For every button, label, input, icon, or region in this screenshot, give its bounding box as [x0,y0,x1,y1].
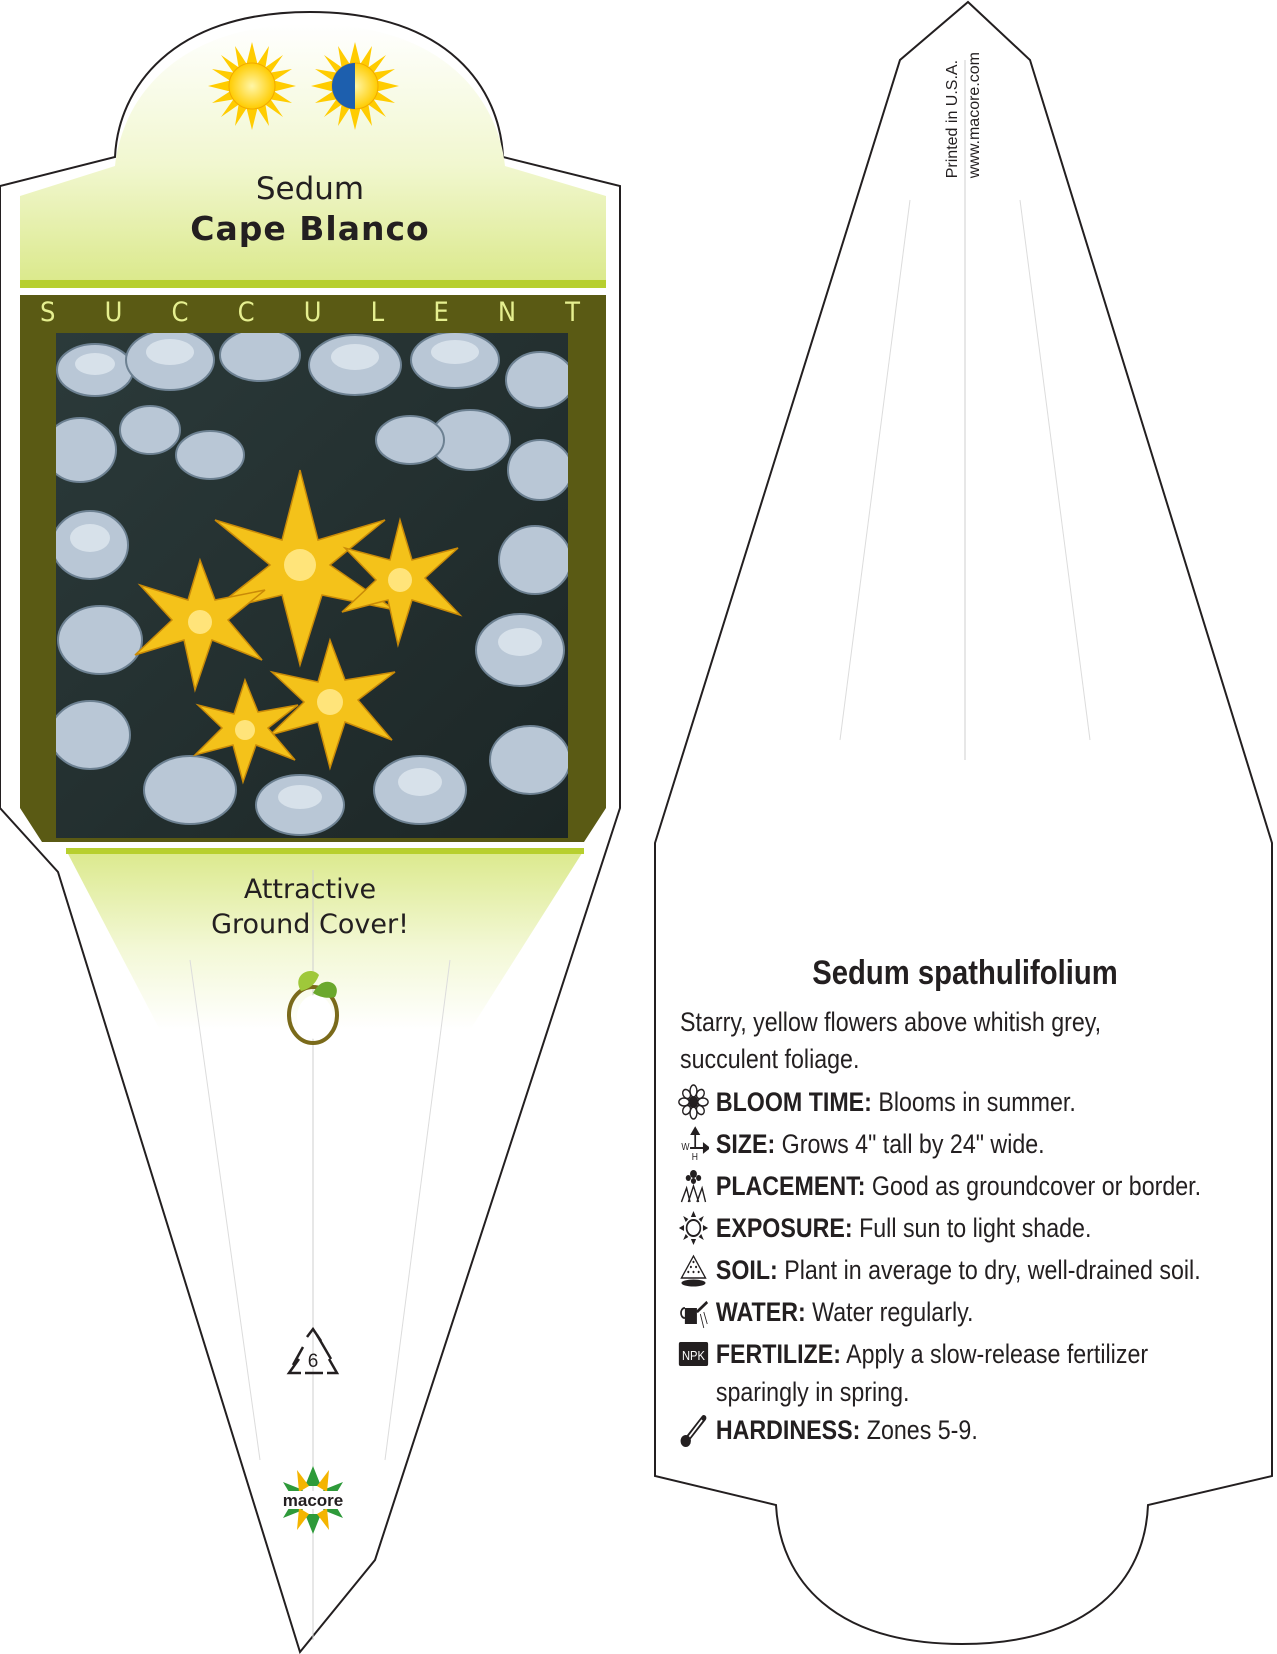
care-label: SIZE: [715,1129,776,1159]
thermometer-icon [678,1411,716,1449]
care-label: FERTILIZE: [715,1339,841,1369]
brand-name: macore [282,1491,344,1510]
category-letter: C [171,297,189,328]
care-text: Grows 4" tall by 24" wide. [775,1129,1045,1159]
plant-description: Starry, yellow flowers above whitish grey, succulent foliage. [680,1007,1102,1074]
svg-text:W: W [681,1141,690,1153]
printed-in: Printed in U.S.A. [944,59,961,179]
cultivar-name: Cape Blanco [190,209,430,248]
care-instructions [678,1083,1237,1453]
care-row [678,1125,1237,1167]
care-text: Blooms in summer. [871,1087,1076,1117]
care-row [678,1293,1237,1335]
botanical-name: Sedum spathulifolium [812,954,1118,992]
care-row [678,1209,1237,1251]
care-text: Good as groundcover or border. [865,1171,1202,1201]
soil-icon [678,1251,716,1289]
care-row [678,1251,1237,1293]
care-text: Full sun to light shade. [852,1213,1092,1243]
care-text: Apply a slow-release fertilizer sparingly in spring. [715,1339,1149,1407]
svg-text:H: H [691,1151,698,1162]
category-letter: L [370,297,385,328]
printer-credit [942,52,986,178]
care-label: EXPOSURE: [715,1213,853,1243]
care-row [678,1167,1237,1209]
care-text: Water regularly. [805,1297,974,1327]
care-label: WATER: [715,1297,806,1327]
recycle-code: 6 [307,1351,319,1372]
npk-icon [678,1335,716,1373]
care-row [678,1083,1237,1125]
svg-text:NPK: NPK [681,1348,705,1364]
part-sun-icon [311,42,399,130]
care-text: Zones 5-9. [860,1415,978,1445]
category-letter: S [40,297,56,328]
printer-url: www.macore.com [966,52,983,179]
tagline-line-2: Ground Cover! [211,909,409,940]
category-letter: U [303,297,322,328]
placement-icon [678,1167,716,1205]
care-row [678,1335,1237,1411]
full-sun-icon [208,42,296,130]
sun-exposure-icon [678,1209,716,1247]
category-letter: U [104,297,123,328]
category-letter: C [237,297,255,328]
care-label: SOIL: [715,1255,778,1285]
common-name: Sedum [255,171,365,207]
flower-icon [678,1083,716,1121]
care-label: PLACEMENT: [715,1171,866,1201]
size-arrows-icon [678,1125,716,1163]
care-row [678,1411,1237,1453]
category-letter: T [565,297,580,328]
category-letter: E [433,297,449,328]
category-label [40,298,580,328]
category-letter: N [497,297,517,328]
care-label: BLOOM TIME: [715,1087,872,1117]
watering-can-icon [678,1293,716,1331]
care-label: HARDINESS: [715,1415,861,1445]
tagline [160,872,460,942]
plant-photo [44,329,574,838]
care-text: Plant in average to dry, well-drained soil. [777,1255,1201,1285]
tagline-line-1: Attractive [243,874,377,905]
